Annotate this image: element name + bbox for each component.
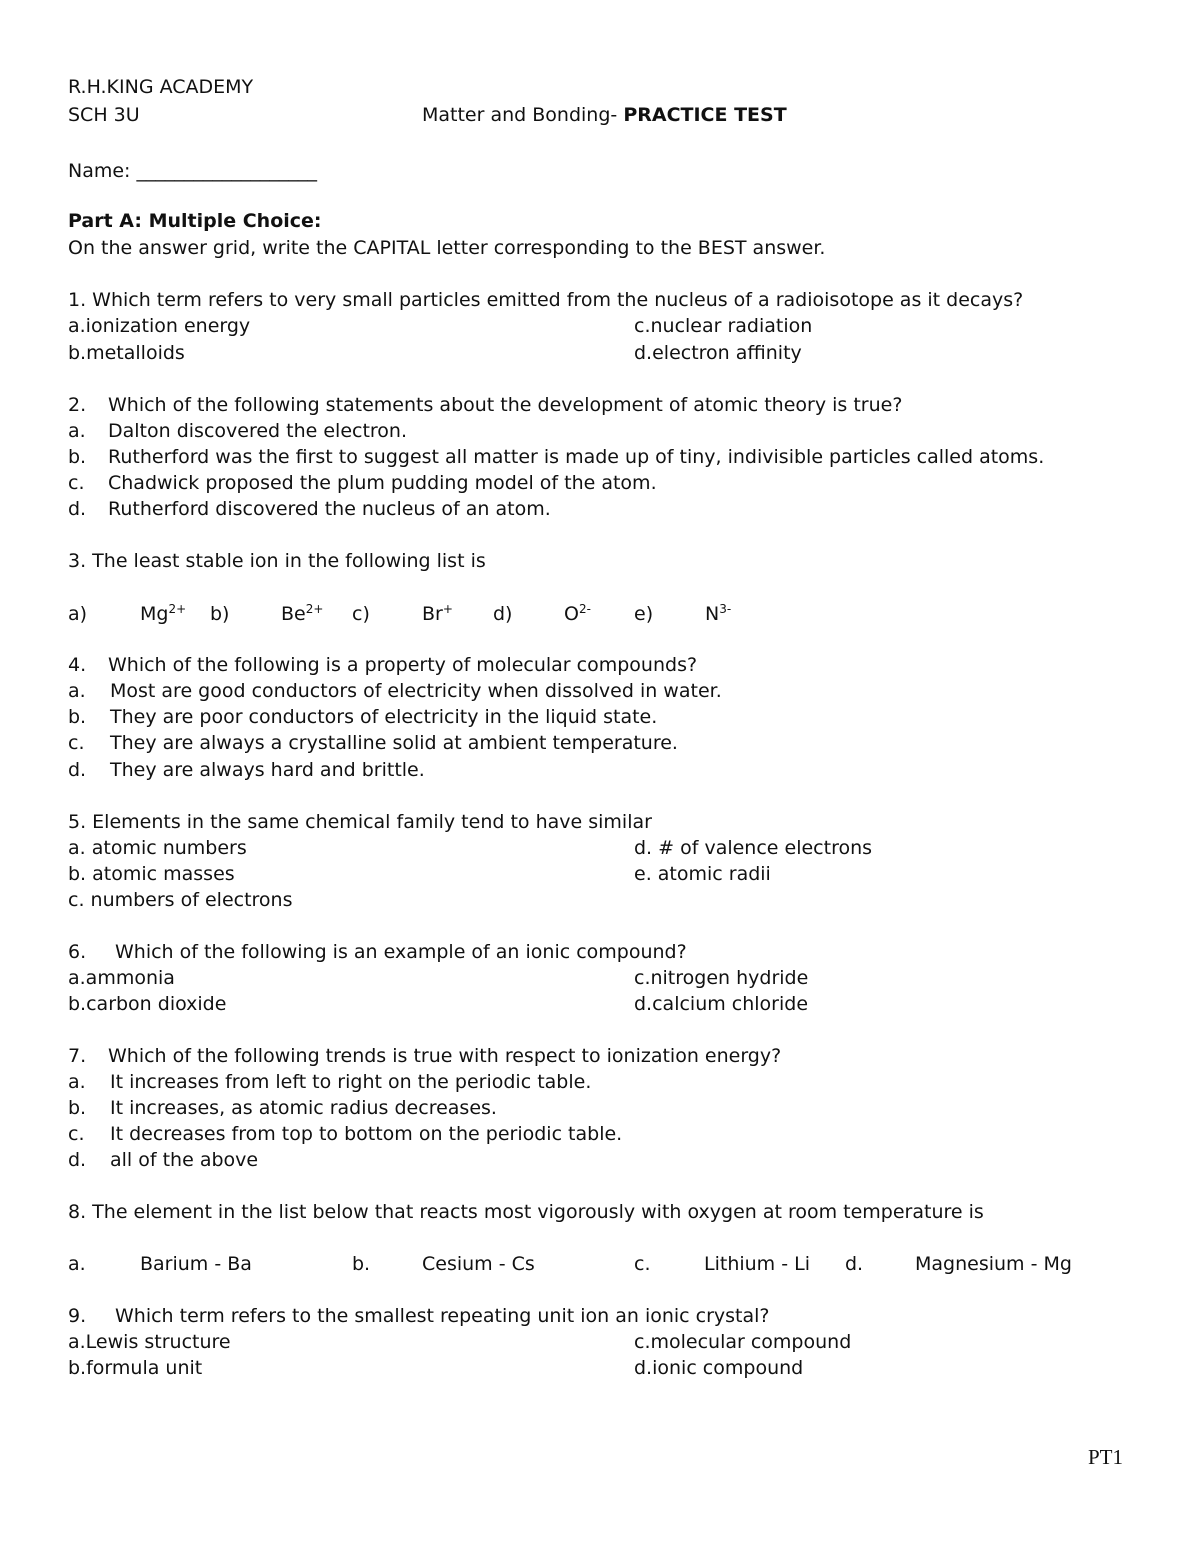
q8-option-b: Cesium - Cs — [422, 1253, 535, 1275]
school-name: R.H.KING ACADEMY — [68, 76, 254, 98]
q2-option-c: Chadwick proposed the plum pudding model of the atom. — [108, 472, 657, 494]
q7-option-b: It increases, as atomic radius decreases. — [110, 1097, 497, 1119]
q7-option-b-letter: b. — [68, 1097, 87, 1119]
q9-option-c: c.molecular compound — [634, 1331, 852, 1353]
q5-option-c: c. numbers of electrons — [68, 889, 293, 911]
q7-option-c: It decreases from top to bottom on the periodic table. — [110, 1123, 623, 1145]
q4-option-c-letter: c. — [68, 732, 85, 754]
q8-option-c: Lithium - Li — [704, 1253, 810, 1275]
q2-option-b-letter: b. — [68, 446, 87, 468]
q7-stem: Which of the following trends is true with respect to ionization energy? — [108, 1045, 782, 1067]
ion-charge: 2+ — [168, 602, 187, 616]
q4-option-d: They are always hard and brittle. — [110, 759, 425, 781]
q3-option-b-ion — [281, 602, 323, 626]
ion-symbol: N — [705, 603, 720, 625]
q2-option-c-letter: c. — [68, 472, 85, 494]
q3-option-d-letter: d) — [493, 603, 513, 625]
ion-charge: 2+ — [305, 602, 324, 616]
q5-option-b: b. atomic masses — [68, 863, 235, 885]
q2-option-a-letter: a. — [68, 420, 86, 442]
ion-charge: 2- — [578, 602, 591, 616]
q7-option-a-letter: a. — [68, 1071, 86, 1093]
q3-option-c-letter: c) — [352, 603, 370, 625]
course-code: SCH 3U — [68, 104, 140, 126]
q4-option-a: Most are good conductors of electricity when dissolved in water. — [110, 680, 722, 702]
name-line — [68, 159, 317, 183]
q8-option-c-letter: c. — [634, 1253, 651, 1275]
q3-option-e-ion — [705, 602, 731, 626]
ion-symbol: Br — [422, 603, 443, 625]
q7-number: 7. — [68, 1045, 87, 1067]
part-a-instruction: On the answer grid, write the CAPITAL letter corresponding to the BEST answer. — [68, 237, 826, 259]
test-title — [422, 103, 787, 127]
q3-option-a-letter: a) — [68, 603, 88, 625]
q6-option-d: d.calcium chloride — [634, 993, 809, 1015]
q1-option-b: b.metalloids — [68, 342, 185, 364]
q6-option-b: b.carbon dioxide — [68, 993, 227, 1015]
page-label: PT1 — [1088, 1445, 1124, 1469]
q8-option-d: Magnesium - Mg — [915, 1253, 1072, 1275]
q5-stem: 5. Elements in the same chemical family tend to have similar — [68, 811, 652, 833]
name-blank: ___________________ — [136, 160, 318, 182]
q4-stem: Which of the following is a property of molecular compounds? — [108, 654, 698, 676]
q1-stem: 1. Which term refers to very small particles emitted from the nucleus of a radioisotope as it decays? — [68, 289, 1024, 311]
q9-option-a: a.Lewis structure — [68, 1331, 231, 1353]
q8-stem: 8. The element in the list below that reacts most vigorously with oxygen at room temperature is — [68, 1201, 984, 1223]
q1-option-d: d.electron affinity — [634, 342, 802, 364]
q3-option-b-letter: b) — [210, 603, 230, 625]
q3-option-a-ion — [140, 602, 186, 626]
q4-number: 4. — [68, 654, 87, 676]
q7-option-d: all of the above — [110, 1149, 259, 1171]
q5-option-d: d. # of valence electrons — [634, 837, 873, 859]
q4-option-b: They are poor conductors of electricity in the liquid state. — [110, 706, 658, 728]
ion-charge: + — [442, 602, 453, 616]
q8-option-b-letter: b. — [352, 1253, 371, 1275]
q7-option-c-letter: c. — [68, 1123, 85, 1145]
ion-symbol: O — [564, 603, 579, 625]
q6-stem: Which of the following is an example of an ionic compound? — [115, 941, 687, 963]
q9-number: 9. — [68, 1305, 87, 1327]
q8-option-a: Barium - Ba — [140, 1253, 252, 1275]
q3-option-c-ion — [422, 602, 453, 626]
q6-number: 6. — [68, 941, 87, 963]
test-title-bold: PRACTICE TEST — [623, 104, 787, 126]
q2-option-a: Dalton discovered the electron. — [108, 420, 408, 442]
ion-symbol: Be — [281, 603, 306, 625]
q8-option-d-letter: d. — [845, 1253, 864, 1275]
q8-option-a-letter: a. — [68, 1253, 86, 1275]
q1-option-c: c.nuclear radiation — [634, 315, 813, 337]
q7-option-a: It increases from left to right on the periodic table. — [110, 1071, 592, 1093]
part-a-heading: Part A: Multiple Choice: — [68, 210, 322, 232]
q4-option-a-letter: a. — [68, 680, 86, 702]
q2-option-d: Rutherford discovered the nucleus of an atom. — [108, 498, 551, 520]
q5-option-a: a. atomic numbers — [68, 837, 247, 859]
q9-option-d: d.ionic compound — [634, 1357, 804, 1379]
q3-stem: 3. The least stable ion in the following list is — [68, 550, 486, 572]
q4-option-b-letter: b. — [68, 706, 87, 728]
q4-option-d-letter: d. — [68, 759, 87, 781]
q4-option-c: They are always a crystalline solid at ambient temperature. — [110, 732, 678, 754]
q3-option-d-ion — [564, 602, 591, 626]
test-title-prefix: Matter and Bonding- — [422, 104, 618, 126]
q2-option-b: Rutherford was the first to suggest all matter is made up of tiny, indivisible particles called atoms. — [108, 446, 1045, 468]
q2-number: 2. — [68, 394, 87, 416]
ion-symbol: Mg — [140, 603, 169, 625]
q9-stem: Which term refers to the smallest repeating unit ion an ionic crystal? — [115, 1305, 770, 1327]
q1-option-a: a.ionization energy — [68, 315, 251, 337]
q2-stem: Which of the following statements about the development of atomic theory is true? — [108, 394, 903, 416]
q5-option-e: e. atomic radii — [634, 863, 771, 885]
ion-charge: 3- — [719, 602, 732, 616]
q3-option-e-letter: e) — [634, 603, 654, 625]
q7-option-d-letter: d. — [68, 1149, 87, 1171]
q6-option-c: c.nitrogen hydride — [634, 967, 809, 989]
name-label: Name: — [68, 160, 131, 182]
q6-option-a: a.ammonia — [68, 967, 175, 989]
q9-option-b: b.formula unit — [68, 1357, 203, 1379]
q2-option-d-letter: d. — [68, 498, 87, 520]
